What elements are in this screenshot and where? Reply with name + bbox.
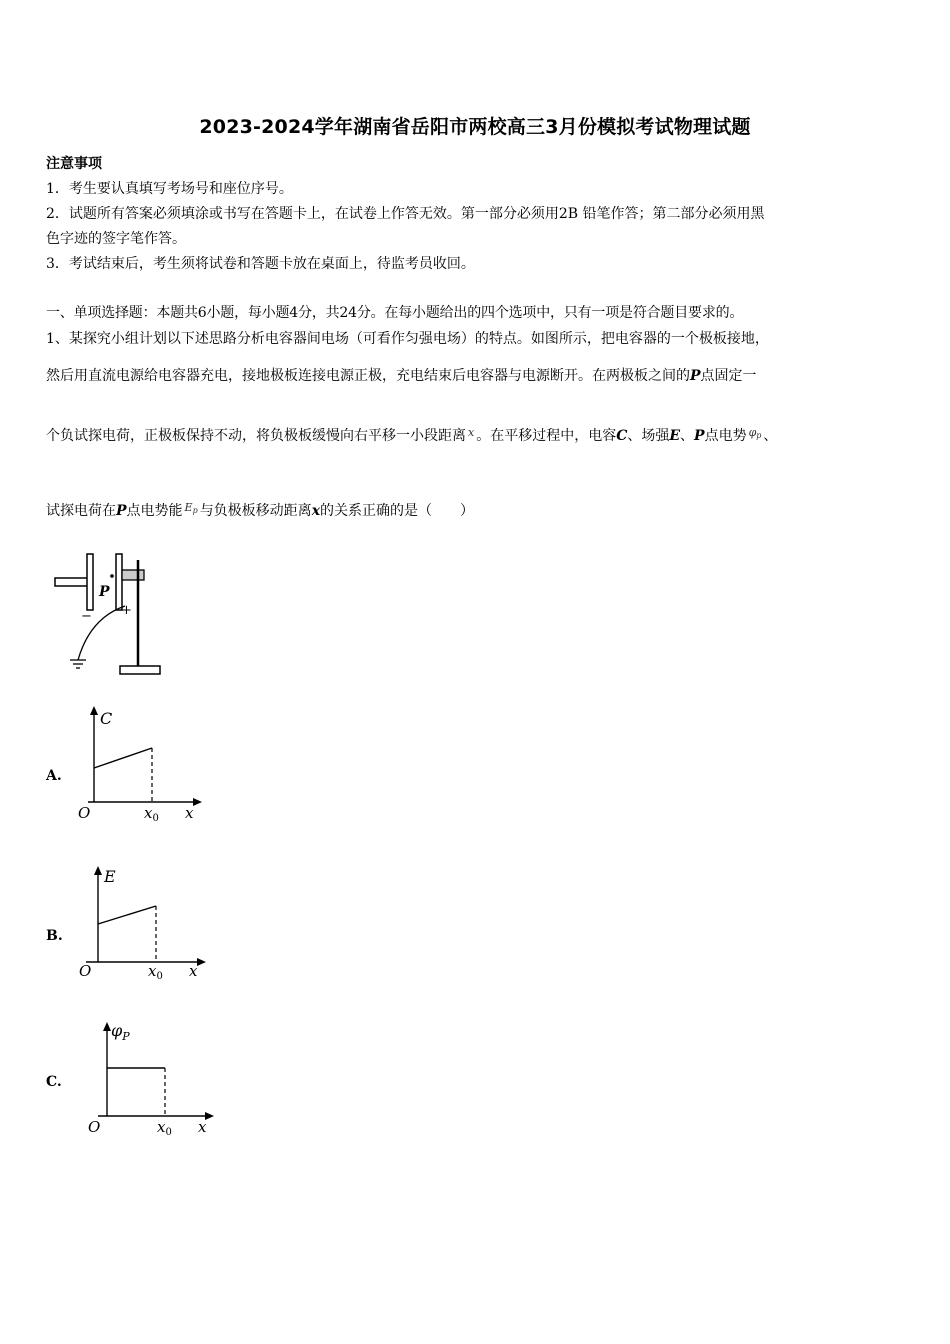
option-b-label[interactable]: B. [46,928,63,944]
plus-sign: + [121,603,132,618]
y-axis-label: E [104,867,116,886]
q1-symbol-e: E [669,428,681,444]
q1-text: 、 [680,428,695,444]
q1-text: 点电势能 [126,503,183,519]
q1-symbol-x: x [468,426,475,439]
question1-line2 [46,365,757,385]
y-arrow [94,866,102,875]
series-line [98,906,156,924]
y-axis-label: C [100,709,113,728]
q1-text: 点固定一 [700,368,757,384]
x-arrow [197,958,206,966]
origin-label: O [79,962,92,980]
x0-label: $x_0$ [144,804,159,824]
question1-line4 [46,500,474,520]
notice-item-2: 2．试题所有答案必须填涂或书写在答题卡上，在试卷上作答无效。第一部分必须用2B 铅笔作答；第二部分必须用黑 [46,206,765,222]
positive-plate [116,554,122,610]
q1-symbol-phi: φp [748,426,762,440]
q1-text: 、场强 [627,428,670,444]
q1-symbol-x: x [311,503,321,519]
q1-symbol-p: P [690,368,701,384]
section-heading: 一、单项选择题：本题共6小题，每小题4分，共24分。在每小题给出的四个选项中，只有一项是符合题目要求的。 [46,305,744,321]
y-axis-label: $\varphi_P$ [111,1021,130,1043]
question1-line3 [46,425,777,445]
y-arrow [103,1022,111,1031]
x-axis-label: x [198,1118,207,1136]
clamp [122,570,144,580]
origin-label: O [78,804,91,822]
q1-text: 然后用直流电源给电容器充电，接地极板连接电源正极，充电结束后电容器与电源断开。在两极板之间的 [46,368,690,384]
q1-text: 。在平移过程中，电容 [476,428,617,444]
y-arrow [90,706,98,715]
stand-base [120,666,160,674]
q1-text: 个负试探电荷，正极板保持不动，将负极板缓慢向右平移一小段距离 [46,428,466,444]
q1-text: 试探电荷在 [46,503,116,519]
x-axis-label: x [185,804,194,822]
notice-item-2-cont: 色字迹的签字笔作答。 [46,231,186,247]
q1-text: 的关系正确的是（ ） [320,503,475,519]
x-axis-label: x [189,962,198,980]
page-title: 2023-2024学年湖南省岳阳市两校高三3月份模拟考试物理试题 [199,116,751,138]
q1-symbol-ep: Ep [184,501,198,515]
capacitor-figure [50,548,170,680]
notice-item-1: 1．考生要认真填写考场号和座位序号。 [46,181,293,197]
left-plate-handle [55,578,89,586]
x-arrow [193,798,202,806]
notice-item-3: 3．考试结束后，考生须将试卷和答题卡放在桌面上，待监考员收回。 [46,256,475,272]
q1-symbol-c: C [616,428,628,444]
option-c-graph[interactable] [80,1016,220,1140]
option-a-label[interactable]: A. [46,768,62,784]
q1-text: 与负极板移动距离 [199,503,312,519]
point-p-label: P [99,584,110,600]
q1-text: 、 [763,428,778,444]
option-c-label[interactable]: C. [46,1074,62,1090]
x0-label: $x_0$ [157,1118,172,1138]
option-b-graph[interactable] [74,862,214,984]
minus-sign: − [81,609,92,624]
q1-text: 点电势 [704,428,747,444]
q1-symbol-p: P [694,428,705,444]
negative-plate [87,554,93,610]
notice-heading: 注意事项 [46,156,102,172]
q1-symbol-p: P [116,503,127,519]
origin-label: O [88,1118,101,1136]
question1-line1: 1、某探究小组计划以下述思路分析电容器间电场（可看作匀强电场）的特点。如图所示，把电容器的一个极板接地， [46,331,769,347]
point-p-dot [110,574,114,578]
series-line [94,748,152,768]
x0-label: $x_0$ [148,962,163,982]
option-a-graph[interactable] [70,702,210,824]
